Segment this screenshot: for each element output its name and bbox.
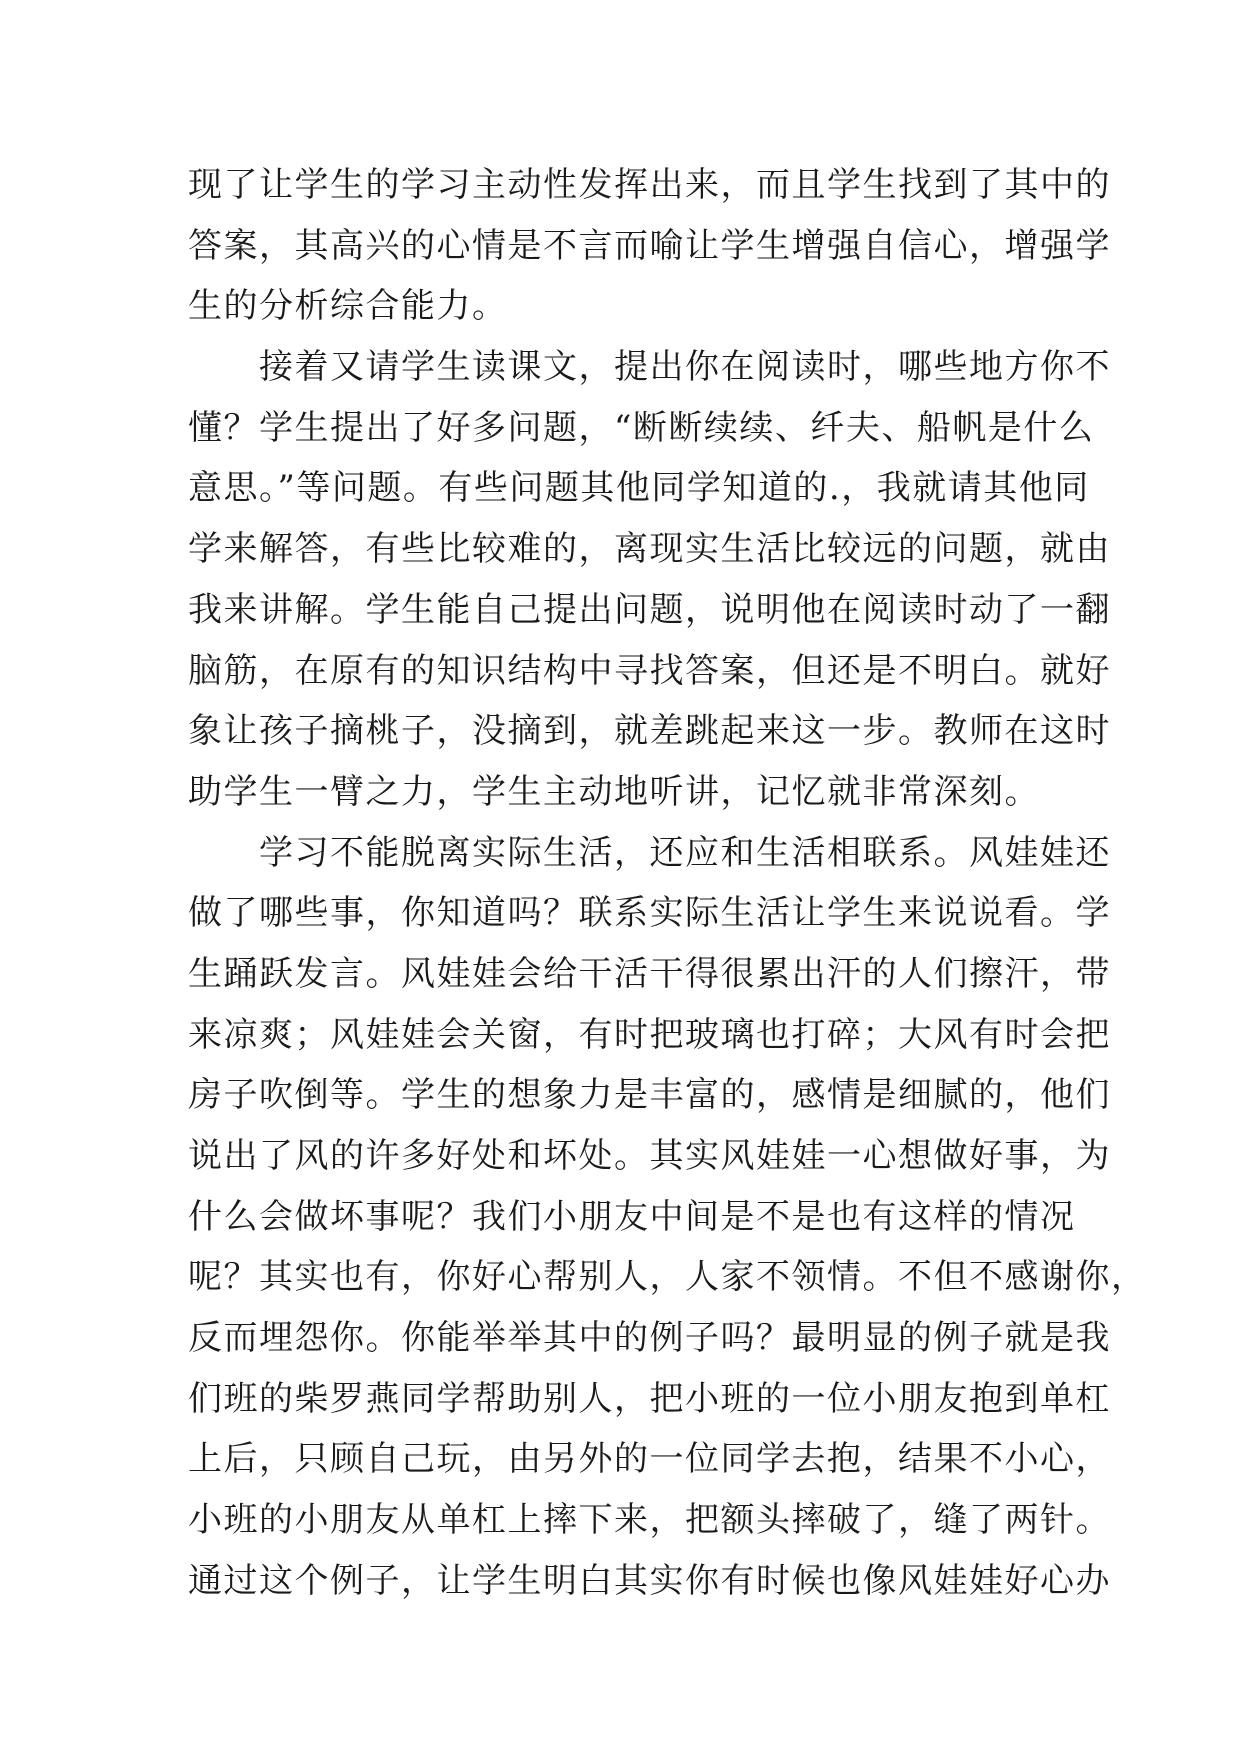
text-line: 做了哪些事，你知道吗？联系实际生活让学生来说说看。学	[188, 893, 1111, 934]
text-line: 我来讲解。学生能自己提出问题，说明他在阅读时动了一翻	[188, 589, 1111, 630]
text-line: 助学生一臂之力，学生主动地听讲，记忆就非常深刻。	[188, 771, 1040, 812]
text-line: 们班的柴罗燕同学帮助别人，把小班的一位小朋友抱到单杠	[188, 1378, 1111, 1419]
text-line: 脑筋，在原有的知识结构中寻找答案，但还是不明白。就好	[188, 650, 1111, 691]
text-line: 答案，其高兴的心情是不言而喻让学生增强自信心，增强学	[188, 225, 1111, 266]
text-line: 接着又请学生读课文，提出你在阅读时，哪些地方你不	[188, 347, 1111, 388]
text-line: 象让孩子摘桃子，没摘到，就差跳起来这一步。教师在这时	[188, 711, 1111, 752]
text-line: 房子吹倒等。学生的想象力是丰富的，感情是细腻的，他们	[188, 1075, 1111, 1116]
text-line: 呢？其实也有，你好心帮别人，人家不领情。不但不感谢你，	[188, 1257, 1147, 1298]
text-line: 生的分析综合能力。	[188, 286, 508, 327]
text-line: 来凉爽；风娃娃会关窗，有时把玻璃也打碎；大风有时会把	[188, 1014, 1111, 1055]
text-line: 学习不能脱离实际生活，还应和生活相联系。风娃娃还	[188, 832, 1111, 873]
text-line: 通过这个例子，让学生明白其实你有时候也像风娃娃好心办	[188, 1560, 1111, 1601]
document-body	[188, 155, 1147, 1612]
text-line: 上后，只顾自己玩，由另外的一位同学去抱，结果不小心，	[188, 1439, 1111, 1480]
text-line: 生踊跃发言。风娃娃会给干活干得很累出汗的人们擦汗，带	[188, 953, 1111, 994]
text-line: 现了让学生的学习主动性发挥出来，而且学生找到了其中的	[188, 165, 1111, 205]
text-line: 小班的小朋友从单杠上摔下来，把额头摔破了，缝了两针。	[188, 1500, 1111, 1541]
text-line: 反而埋怨你。你能举举其中的例子吗？最明显的例子就是我	[188, 1318, 1111, 1359]
text-line: 懂？学生提出了好多问题，“断断续续、纤夫、船帆是什么	[188, 407, 1095, 448]
text-line: 学来解答，有些比较难的，离现实生活比较远的问题，就由	[188, 529, 1111, 570]
text-line: 说出了风的许多好处和坏处。其实风娃娃一心想做好事，为	[188, 1136, 1111, 1176]
text-line: 什么会做坏事呢？我们小朋友中间是不是也有这样的情况	[188, 1196, 1076, 1237]
text-line: 意思。”等问题。有些问题其他同学知道的.，我就请其他同	[188, 468, 1090, 509]
